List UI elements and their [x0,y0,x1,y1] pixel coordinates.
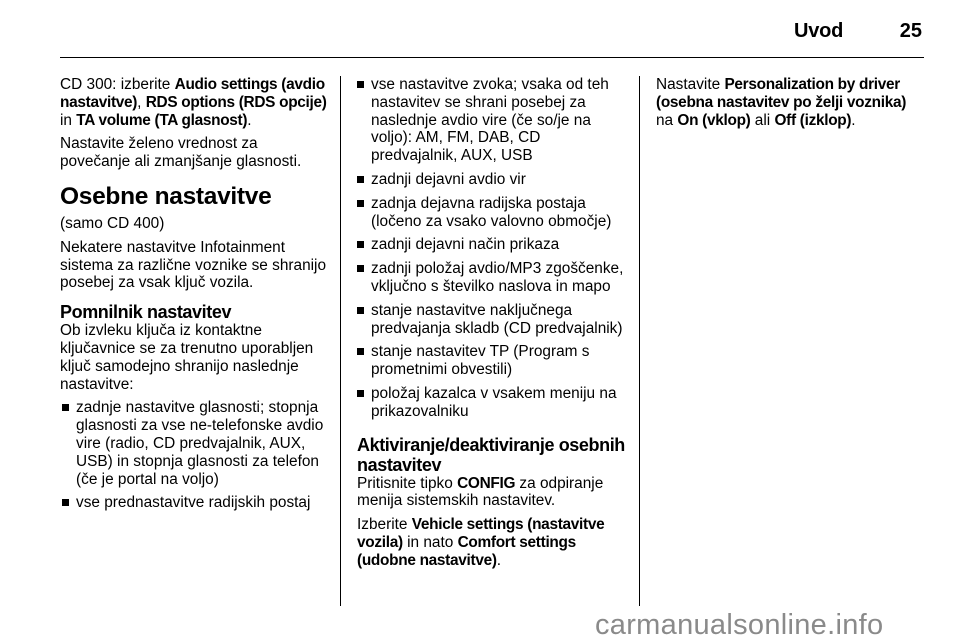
personalization-paragraph: Nastavite Personalization by driver (osebna nastavitev po želji voznika) na On (vklop) ali Off (izklop). [656,76,907,129]
column-1 [60,76,328,518]
list-item: položaj kazalca v vsakem meniju na prikazovalniku [357,385,629,421]
settings-memory-paragraph: Ob izvleku ključa iz kontaktne ključavnice se za trenutno uporabljen ključ samodejno shranijo naslednje nastavitve: [60,322,314,393]
option-on: On (vklop) [677,111,751,129]
square-bullet-icon [62,404,69,411]
list-item: zadnja dejavna radijska postaja (ločeno za vsako valovno območje) [357,195,629,231]
option-off: Off (izklop) [774,111,852,129]
vehicle-settings-paragraph: Izberite Vehicle settings (nastavitve vozila) in nato Comfort settings (udobne nastavitve). [357,516,605,569]
square-bullet-icon [62,499,69,506]
square-bullet-icon [357,390,364,397]
list-item: zadnji dejavni način prikaza [357,236,629,254]
bullet-list-col1 [60,399,328,512]
intro-paragraph: CD 300: izberite Audio settings (avdio nastavitve), RDS options (RDS opcije) in TA volume (TA glasnost). [60,76,327,129]
list-item: stanje nastavitev TP (Program s prometnimi obvestili) [357,343,629,379]
menu-ta-volume: TA volume (TA glasnost) [76,111,248,129]
list-item: zadnje nastavitve glasnosti; stopnja glasnosti za vse ne-telefonske avdio vire (radio, CD predvajalnik, AUX, USB) in stopnja glasnosti za telefon (če je portal na voljo) [62,399,328,488]
menu-rds-options: RDS options (RDS opcije) [145,93,327,111]
column-divider-2 [639,76,640,606]
page-number: 25 [899,20,922,42]
square-bullet-icon [357,265,364,272]
list-item: zadnji položaj avdio/MP3 zgoščenke, vključno s številko naslova in mapo [357,260,629,296]
config-key-label: CONFIG [457,474,516,492]
header-rule [60,57,924,58]
list-item: vse prednastavitve radijskih postaj [62,494,328,512]
square-bullet-icon [357,348,364,355]
list-item: vse nastavitve zvoka; vsaka od teh nastavitev se shrani posebej za naslednje avdio vire (če so/je na voljo): AM, FM, DAB, CD predvajalnik, AUX, USB [357,76,629,165]
section-heading-personal-settings: Osebne nastavitve [60,182,272,210]
menu-vehicle-settings: Vehicle settings (nastavitve vozila) [357,516,605,551]
subheading-settings-memory: Pomnilnik nastavitev [60,302,232,323]
menu-audio-settings: Audio settings (avdio nastavitve) [60,76,325,111]
page-header [0,0,960,60]
volume-paragraph: Nastavite želeno vrednost za povečanje ali zmanjšanje glasnosti. [60,135,302,171]
square-bullet-icon [357,200,364,207]
list-item: zadnji dejavni avdio vir [357,171,629,189]
cd400-note: (samo CD 400) [60,214,165,232]
subheading-activate-deactivate: Aktiviranje/deaktiviranje osebnih nastavitev [357,434,625,475]
config-paragraph: Pritisnite tipko CONFIG za odpiranje menija sistemskih nastavitev. [357,474,604,510]
watermark: carmanualsonline.info [595,609,884,641]
page-title: Uvod [794,20,844,42]
column-divider-1 [340,76,341,606]
square-bullet-icon [357,81,364,88]
square-bullet-icon [357,176,364,183]
column-3 [656,76,926,135]
personal-settings-paragraph: Nekatere nastavitve Infotainment sistema za različne voznike se shranijo posebej za vsak ključ vozila. [60,238,327,292]
square-bullet-icon [357,241,364,248]
square-bullet-icon [357,307,364,314]
bullet-list-col2 [357,76,629,421]
menu-personalization: Personalization by driver (osebna nastavitev po želji voznika) [656,76,907,111]
menu-comfort-settings: Comfort settings (udobne nastavitve) [357,533,576,569]
list-item: stanje nastavitve naključnega predvajanja skladb (CD predvajalnik) [357,302,629,338]
column-2 [357,76,629,576]
